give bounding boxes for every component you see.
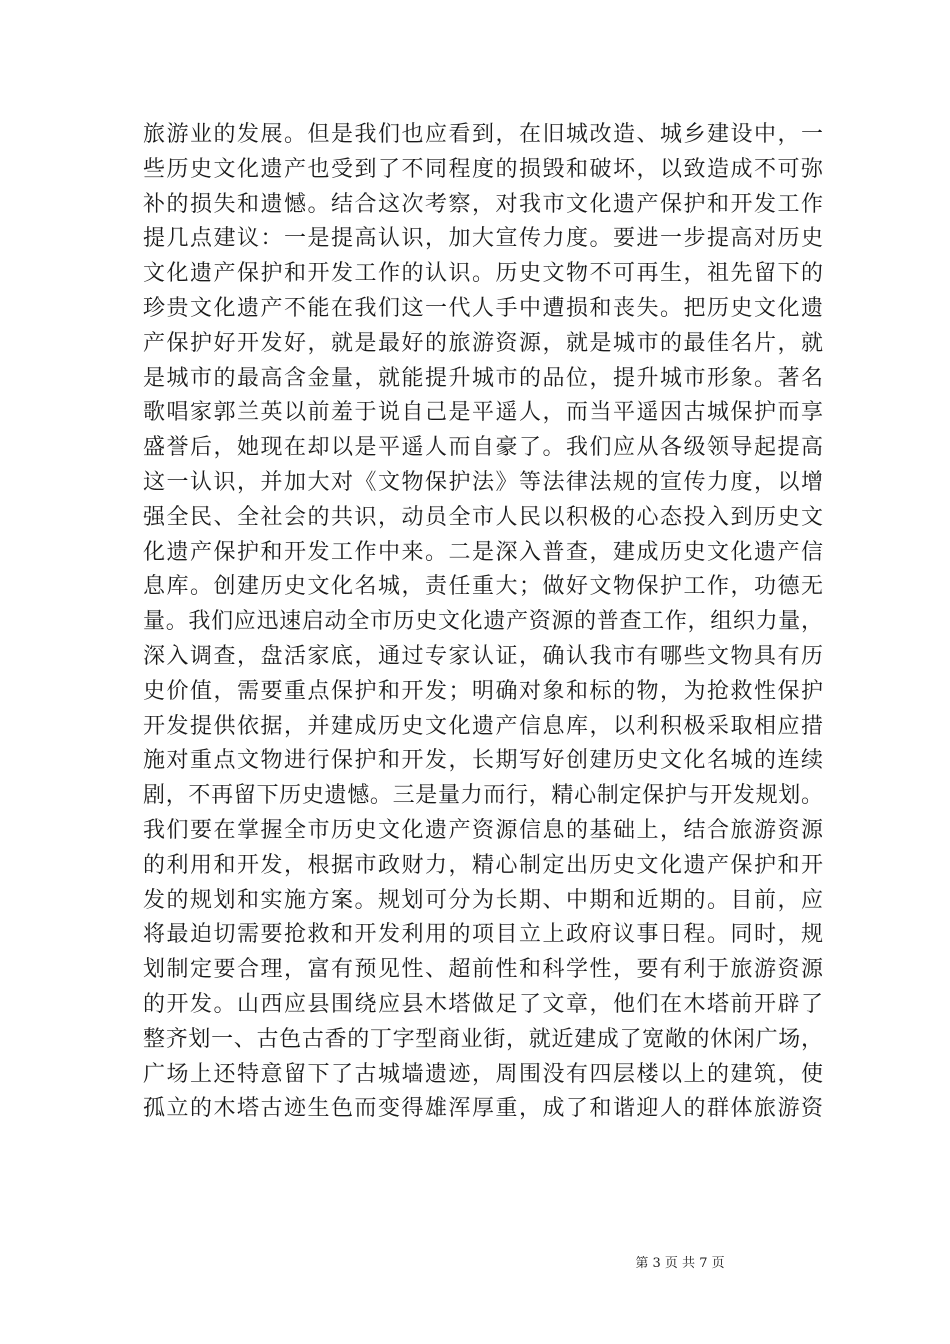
text-line: 开发提供依据，并建成历史文化遗产信息库，以利积极采取相应措 (143, 713, 823, 739)
text-line: 息库。创建历史文化名城，责任重大；做好文物保护工作，功德无 (143, 574, 823, 600)
text-line: 施对重点文物进行保护和开发，长期写好创建历史文化名城的连续 (143, 748, 823, 774)
page-number: 第 3 页 共 7 页 (635, 1256, 725, 1271)
text-line: 歌唱家郭兰英以前羞于说自己是平遥人，而当平遥因古城保护而享 (143, 400, 823, 426)
text-line: 量。我们应迅速启动全市历史文化遗产资源的普查工作，组织力量， (143, 609, 823, 635)
text-line: 史价值，需要重点保护和开发；明确对象和标的物，为抢救性保护 (143, 678, 823, 704)
text-line: 划制定要合理，富有预见性、超前性和科学性，要有利于旅游资源 (143, 957, 823, 983)
text-line: 将最迫切需要抢救和开发利用的项目立上政府议事日程。同时，规 (143, 922, 823, 948)
text-line: 剧，不再留下历史遗憾。三是量力而行，精心制定保护与开发规划。 (143, 783, 823, 809)
text-line: 是城市的最高含金量，就能提升城市的品位，提升城市形象。著名 (143, 365, 823, 391)
text-line: 珍贵文化遗产不能在我们这一代人手中遭损和丧失。把历史文化遗 (143, 295, 823, 321)
text-line: 化遗产保护和开发工作中来。二是深入普查，建成历史文化遗产信 (143, 539, 823, 565)
text-line: 补的损失和遗憾。结合这次考察，对我市文化遗产保护和开发工作 (143, 191, 823, 217)
text-line: 这一认识，并加大对《文物保护法》等法律法规的宣传力度，以增 (143, 469, 823, 495)
text-line: 些历史文化遗产也受到了不同程度的损毁和破坏，以致造成不可弥 (143, 156, 823, 182)
page-footer (0, 1252, 950, 1271)
text-line: 盛誉后，她现在却以是平遥人而自豪了。我们应从各级领导起提高 (143, 435, 823, 461)
text-line: 我们要在掌握全市历史文化遗产资源信息的基础上，结合旅游资源 (143, 817, 823, 843)
text-line: 提几点建议：一是提高认识，加大宣传力度。要进一步提高对历史 (143, 226, 823, 252)
text-line: 发的规划和实施方案。规划可分为长期、中期和近期的。目前，应 (143, 887, 823, 913)
text-line: 文化遗产保护和开发工作的认识。历史文物不可再生，祖先留下的 (143, 261, 823, 287)
text-line: 深入调查，盘活家底，通过专家认证，确认我市有哪些文物具有历 (143, 643, 823, 669)
text-line: 强全民、全社会的共识，动员全市人民以积极的心态投入到历史文 (143, 504, 823, 530)
text-line: 旅游业的发展。但是我们也应看到，在旧城改造、城乡建设中，一 (143, 122, 823, 147)
text-line: 孤立的木塔古迹生色而变得雄浑厚重，成了和谐迎人的群体旅游资 (143, 1096, 823, 1122)
text-line: 整齐划一、古色古香的丁字型商业街，就近建成了宽敞的休闲广场， (143, 1026, 823, 1052)
text-line: 产保护好开发好，就是最好的旅游资源，就是城市的最佳名片，就 (143, 330, 823, 356)
body-text (143, 118, 823, 1127)
text-line: 广场上还特意留下了古城墙遗迹，周围没有四层楼以上的建筑，使 (143, 1061, 823, 1087)
text-line: 的开发。山西应县围绕应县木塔做足了文章，他们在木塔前开辟了 (143, 991, 823, 1017)
text-line: 的利用和开发，根据市政财力，精心制定出历史文化遗产保护和开 (143, 852, 823, 878)
